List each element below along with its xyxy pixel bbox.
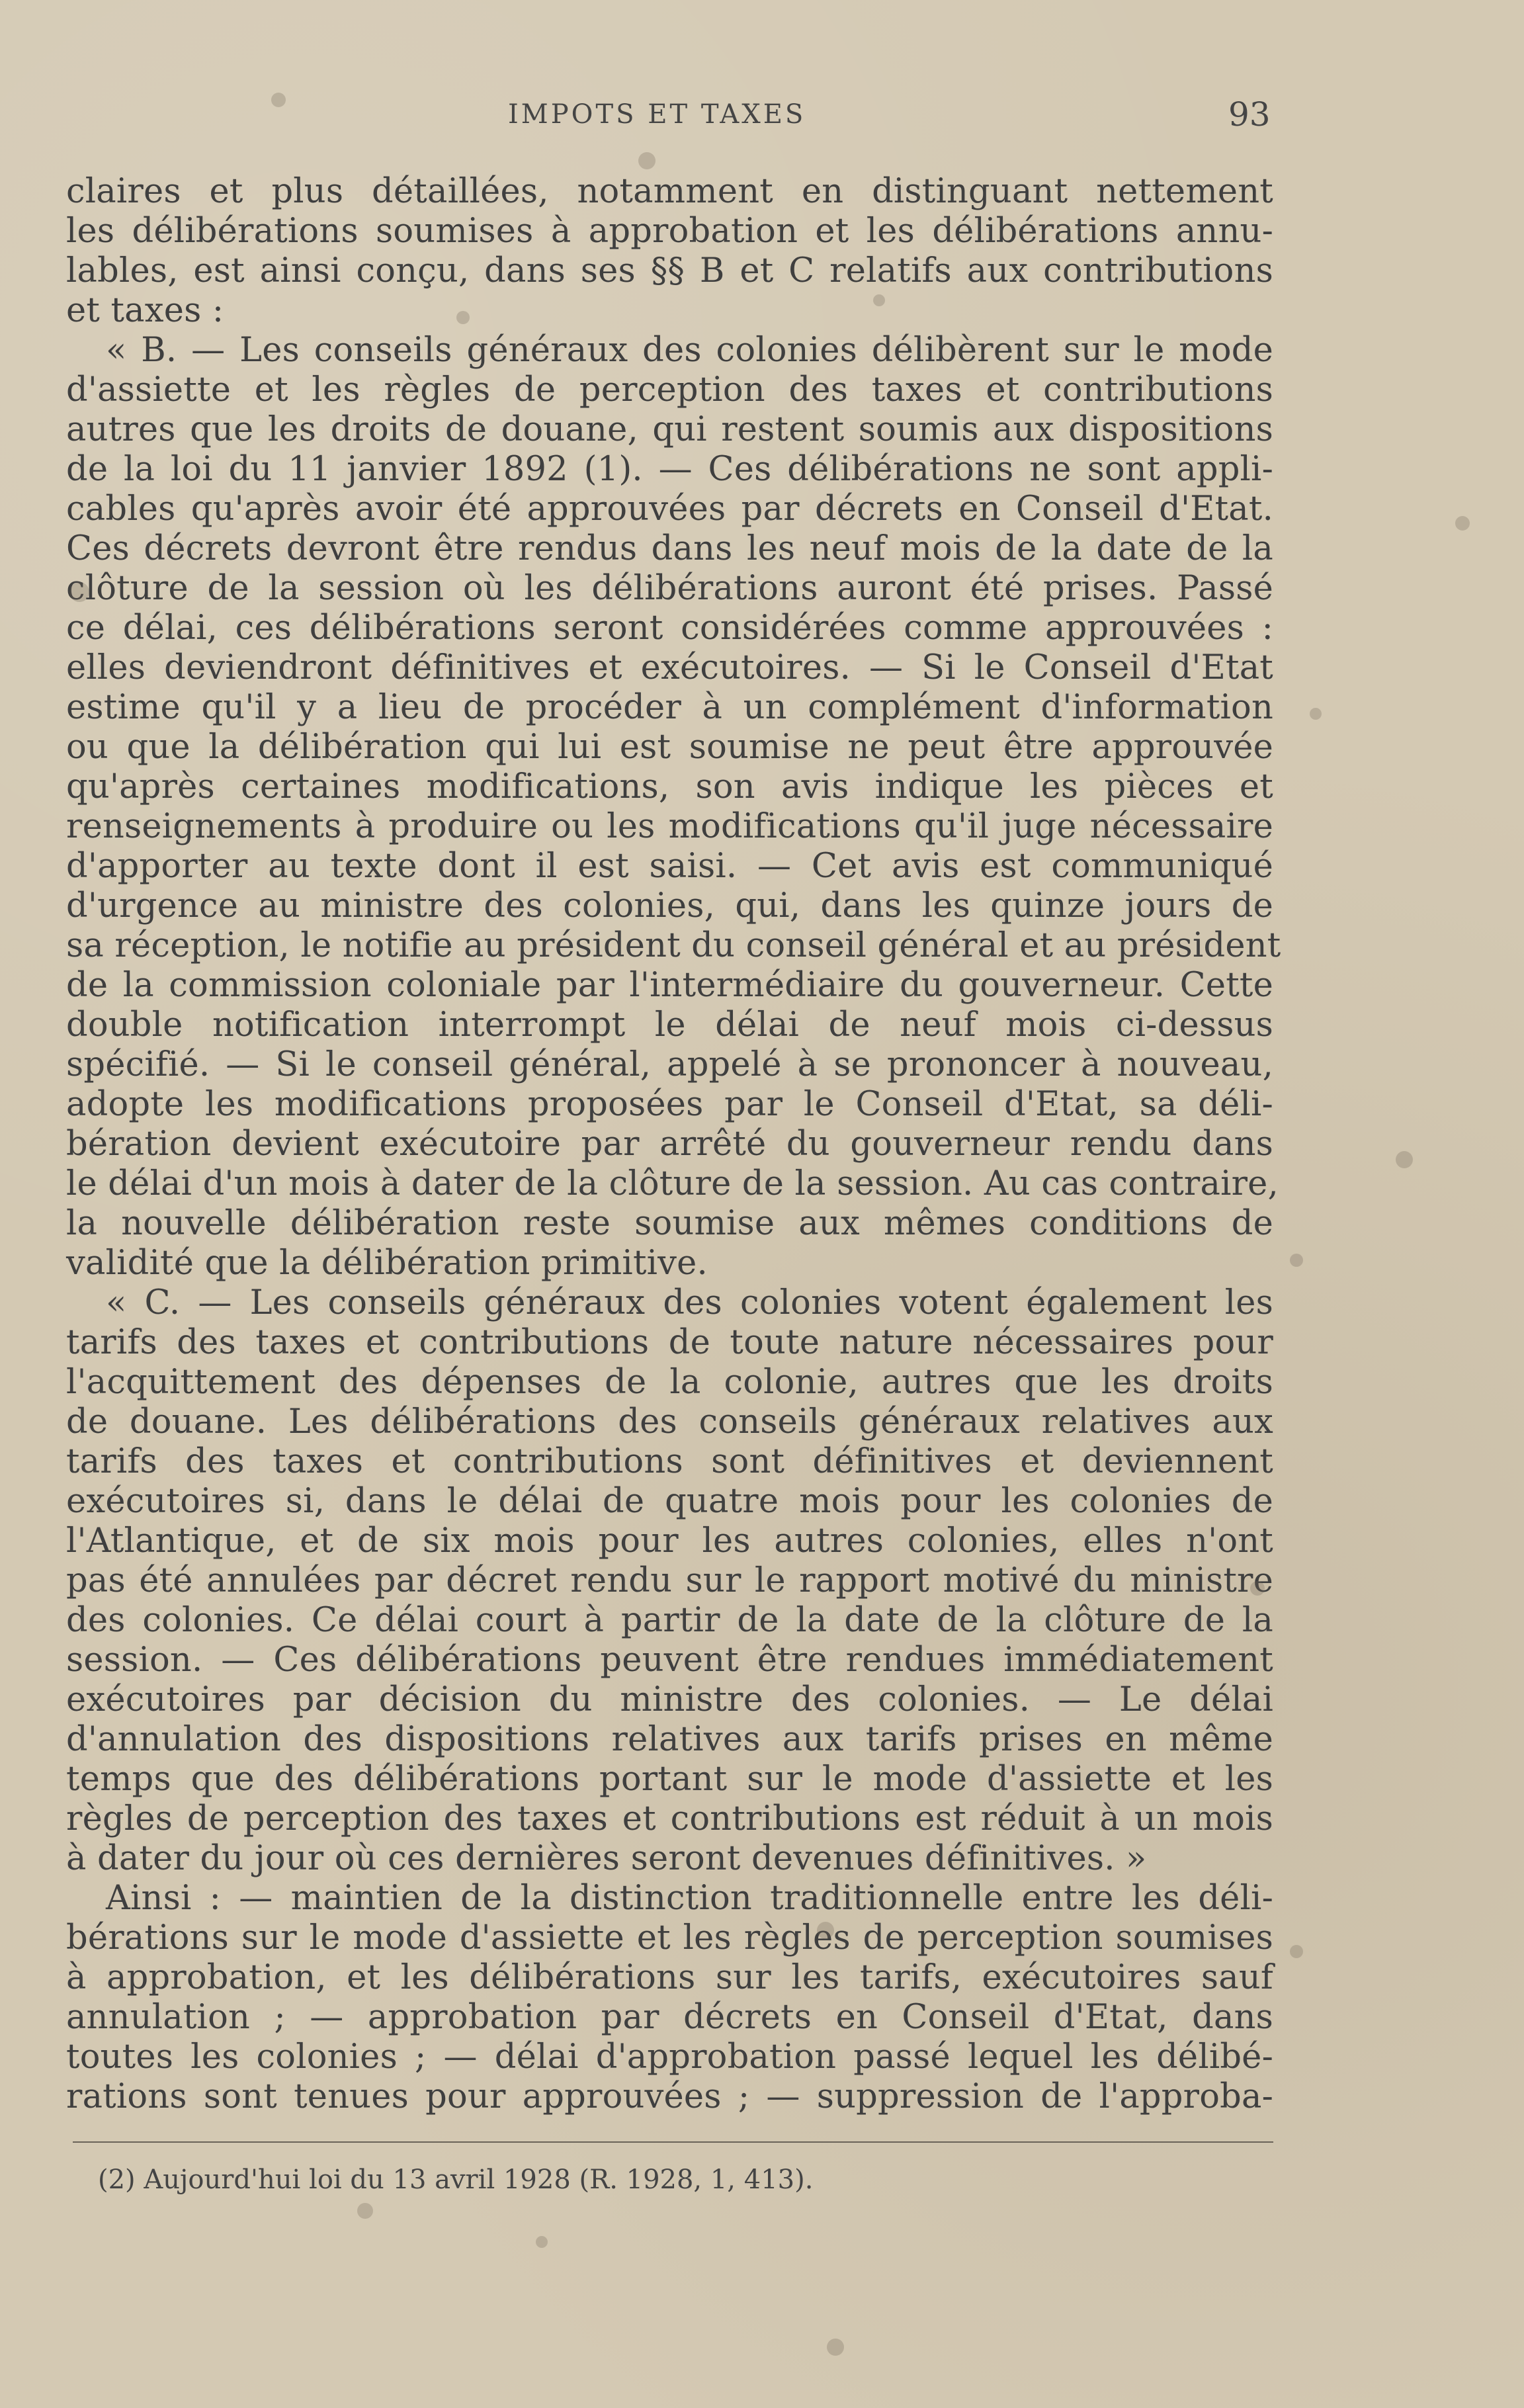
- text-line: le délai d'un mois à dater de la clôture de la session. Au cas contraire,: [66, 1164, 1279, 1203]
- text-line: pas été annulées par décret rendu sur le rapport motivé du ministre: [66, 1561, 1273, 1600]
- text-line: ou que la délibération qui lui est soumise ne peut être approuvée: [66, 728, 1273, 767]
- text-line: d'apporter au texte dont il est saisi. — Cet avis est communiqué: [66, 847, 1273, 886]
- text-line: l'acquittement des dépenses de la colonie, autres que les droits: [66, 1363, 1273, 1402]
- text-line: d'assiette et les règles de perception des taxes et contributions: [66, 370, 1273, 409]
- foxing-spot: [536, 2236, 548, 2248]
- text-line: de douane. Les délibérations des conseils généraux relatives aux: [66, 1402, 1273, 1441]
- running-title: IMPOTS ET TAXES: [508, 99, 806, 130]
- text-line: estime qu'il y a lieu de procéder à un complément d'information: [66, 688, 1273, 727]
- text-line: temps que des délibérations portant sur le mode d'assiette et les: [66, 1760, 1273, 1799]
- foxing-spot: [1250, 1581, 1265, 1596]
- text-line: validité que la délibération primitive.: [66, 1244, 708, 1283]
- text-line: toutes les colonies ; — délai d'approbation passé lequel les délibé-: [66, 2038, 1273, 2077]
- text-line: bérations sur le mode d'assiette et les règles de perception soumises: [66, 1918, 1273, 1957]
- foxing-spot: [1290, 1945, 1303, 1958]
- text-line: « C. — Les conseils généraux des colonies votent également les: [106, 1283, 1273, 1322]
- text-line: l'Atlantique, et de six mois pour les autres colonies, elles n'ont: [66, 1522, 1273, 1561]
- text-line: tarifs des taxes et contributions sont définitives et deviennent: [66, 1442, 1273, 1481]
- text-line: des colonies. Ce délai court à partir de la date de la clôture de la: [66, 1601, 1273, 1640]
- foxing-spot: [357, 2203, 373, 2219]
- text-line: tarifs des taxes et contributions de toute nature nécessaires pour: [66, 1323, 1273, 1362]
- body-text: [66, 172, 1281, 2117]
- text-line: exécutoires par décision du ministre des colonies. — Le délai: [66, 1680, 1273, 1719]
- text-line: Ainsi : — maintien de la distinction traditionnelle entre les déli-: [106, 1879, 1273, 1918]
- foxing-spot: [69, 582, 89, 602]
- running-head: [0, 95, 1524, 139]
- text-line: les délibérations soumises à approbation et les délibérations annu-: [66, 212, 1273, 251]
- foxing-spot: [271, 93, 286, 107]
- text-line: et taxes :: [66, 291, 224, 330]
- text-line: spécifié. — Si le conseil général, appelé à se prononcer à nouveau,: [66, 1045, 1273, 1084]
- text-line: exécutoires si, dans le délai de quatre mois pour les colonies de: [66, 1482, 1273, 1521]
- text-line: clôture de la session où les délibérations auront été prises. Passé: [66, 569, 1273, 608]
- text-line: annulation ; — approbation par décrets en Conseil d'Etat, dans: [66, 1998, 1273, 2037]
- text-line: qu'après certaines modifications, son avis indique les pièces et: [66, 767, 1273, 806]
- text-line: session. — Ces délibérations peuvent être rendues immédiatement: [66, 1641, 1273, 1680]
- text-line: claires et plus détaillées, notamment en distinguant nettement: [66, 172, 1273, 211]
- text-line: Ces décrets devront être rendus dans les neuf mois de la date de la: [66, 529, 1273, 568]
- text-line: adopte les modifications proposées par le Conseil d'Etat, sa déli-: [66, 1085, 1273, 1124]
- foxing-spot: [1290, 1254, 1303, 1267]
- text-line: lables, est ainsi conçu, dans ses §§ B et C relatifs aux contributions: [66, 251, 1273, 290]
- text-line: d'urgence au ministre des colonies, qui, dans les quinze jours de: [66, 886, 1273, 925]
- text-line: « B. — Les conseils généraux des colonies délibèrent sur le mode: [106, 331, 1273, 370]
- foxing-spot: [1310, 708, 1322, 720]
- text-line: cables qu'après avoir été approuvées par décrets en Conseil d'Etat.: [66, 490, 1273, 529]
- text-line: ce délai, ces délibérations seront considérées comme approuvées :: [66, 609, 1273, 648]
- page-number: 93: [1228, 95, 1271, 134]
- text-line: à dater du jour où ces dernières seront devenues définitives. »: [66, 1839, 1147, 1878]
- foxing-spot: [827, 2339, 844, 2356]
- text-line: bération devient exécutoire par arrêté du gouverneur rendu dans: [66, 1125, 1273, 1164]
- foxing-spot: [1396, 1151, 1413, 1168]
- text-line: renseignements à produire ou les modifications qu'il juge nécessaire: [66, 807, 1273, 846]
- foxing-spot: [638, 152, 656, 169]
- text-line: règles de perception des taxes et contributions est réduit à un mois: [66, 1799, 1273, 1838]
- text-line: sa réception, le notifie au président du conseil général et au président: [66, 926, 1281, 965]
- footnote: (2) Aujourd'hui loi du 13 avril 1928 (R. 1928, 1, 413).: [98, 2165, 814, 2195]
- text-line: d'annulation des dispositions relatives aux tarifs prises en même: [66, 1720, 1273, 1759]
- foxing-spot: [873, 294, 885, 306]
- foxing-spot: [456, 311, 470, 324]
- footnote-divider: [73, 2141, 1273, 2143]
- foxing-spot: [1455, 516, 1470, 531]
- text-line: à approbation, et les délibérations sur les tarifs, exécutoires sauf: [66, 1958, 1273, 1997]
- text-line: elles deviendront définitives et exécutoires. — Si le Conseil d'Etat: [66, 648, 1273, 687]
- text-line: rations sont tenues pour approuvées ; — suppression de l'approba-: [66, 2077, 1273, 2116]
- text-line: de la commission coloniale par l'intermédiaire du gouverneur. Cette: [66, 966, 1273, 1005]
- text-line: de la loi du 11 janvier 1892 (1). — Ces délibérations ne sont appli-: [66, 450, 1273, 489]
- foxing-spot: [817, 1922, 834, 1939]
- text-line: autres que les droits de douane, qui restent soumis aux dispositions: [66, 410, 1273, 449]
- text-line: la nouvelle délibération reste soumise aux mêmes conditions de: [66, 1204, 1273, 1243]
- text-line: double notification interrompt le délai de neuf mois ci-dessus: [66, 1006, 1273, 1045]
